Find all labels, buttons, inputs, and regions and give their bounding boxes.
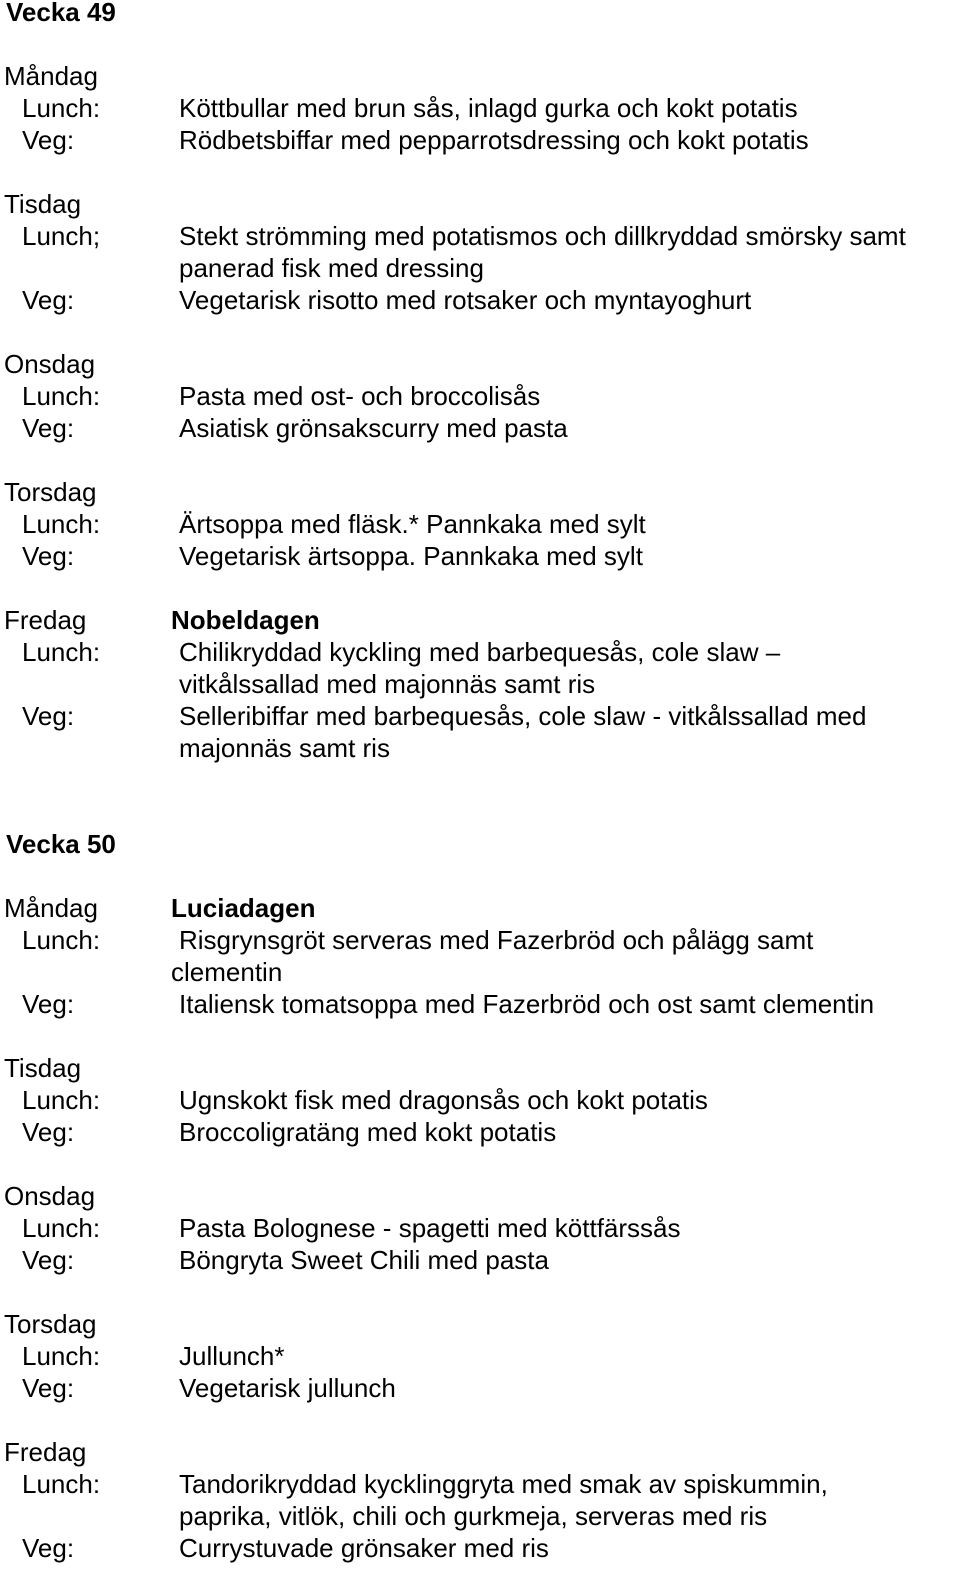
day-name: Tisdag	[4, 189, 82, 219]
meal-text: Böngryta Sweet Chili med pasta	[179, 1245, 549, 1275]
holiday-heading: Nobeldagen	[171, 605, 320, 635]
meal-text: Vegetarisk ärtsoppa. Pannkaka med sylt	[179, 541, 643, 571]
meal-text: Selleribiffar med barbequesås, cole slaw - vitkålssallad med	[179, 701, 867, 731]
meal-text: Asiatisk grönsakscurry med pasta	[179, 413, 568, 443]
meal-label: Veg:	[22, 989, 75, 1019]
meal-label: Veg:	[22, 541, 75, 571]
day-name: Onsdag	[4, 349, 96, 379]
meal-label: Veg:	[22, 1117, 75, 1147]
meal-text: Ärtsoppa med fläsk.* Pannkaka med sylt	[179, 509, 646, 539]
meal-text: Risgrynsgröt serveras med Fazerbröd och pålägg samt	[179, 925, 814, 955]
meal-label: Lunch:	[22, 1341, 101, 1371]
meal-text: vitkålssallad med majonnäs samt ris	[179, 669, 596, 699]
meal-label: Veg:	[22, 1533, 75, 1563]
meal-text: Jullunch*	[179, 1341, 285, 1371]
meal-text: majonnäs samt ris	[179, 733, 390, 763]
meal-label: Veg:	[22, 1373, 75, 1403]
day-name: Onsdag	[4, 1181, 96, 1211]
meal-text: Chilikryddad kyckling med barbequesås, cole slaw –	[179, 637, 781, 667]
day-name: Torsdag	[4, 477, 97, 507]
week-title: Vecka 50	[6, 829, 116, 859]
meal-label: Lunch:	[22, 1213, 101, 1243]
meal-label: Lunch:	[22, 509, 101, 539]
meal-label: Veg:	[22, 701, 75, 731]
meal-text: Vegetarisk jullunch	[179, 1373, 396, 1403]
holiday-heading: Luciadagen	[171, 893, 316, 923]
day-name: Torsdag	[4, 1309, 97, 1339]
day-name: Fredag	[4, 1437, 87, 1467]
meal-text: Ugnskokt fisk med dragonsås och kokt potatis	[179, 1085, 708, 1115]
day-name: Fredag	[4, 605, 87, 635]
meal-text: panerad fisk med dressing	[179, 253, 484, 283]
meal-label: Veg:	[22, 413, 75, 443]
meal-label: Lunch:	[22, 925, 101, 955]
meal-text: Stekt strömming med potatismos och dillkryddad smörsky samt	[179, 221, 906, 251]
meal-label: Lunch:	[22, 93, 101, 123]
meal-text: Tandorikryddad kycklinggryta med smak av spiskummin,	[179, 1469, 828, 1499]
meal-text: clementin	[171, 957, 283, 987]
meal-label: Veg:	[22, 285, 75, 315]
meal-label: Lunch:	[22, 381, 101, 411]
meal-text: Pasta Bolognese - spagetti med köttfärssås	[179, 1213, 681, 1243]
day-name: Måndag	[4, 893, 98, 923]
day-name: Måndag	[4, 61, 98, 91]
meal-label: Veg:	[22, 125, 75, 155]
meal-text: Currystuvade grönsaker med ris	[179, 1533, 549, 1563]
meal-label: Lunch;	[22, 221, 101, 251]
meal-text: Köttbullar med brun sås, inlagd gurka och kokt potatis	[179, 93, 798, 123]
meal-text: Broccoligratäng med kokt potatis	[179, 1117, 557, 1147]
meal-label: Lunch:	[22, 1085, 101, 1115]
meal-label: Veg:	[22, 1245, 75, 1275]
meal-text: Pasta med ost- och broccolisås	[179, 381, 541, 411]
meal-text: Vegetarisk risotto med rotsaker och myntayoghurt	[179, 285, 752, 315]
day-name: Tisdag	[4, 1053, 82, 1083]
meal-text: paprika, vitlök, chili och gurkmeja, serveras med ris	[179, 1501, 768, 1531]
meal-text: Rödbetsbiffar med pepparrotsdressing och kokt potatis	[179, 125, 809, 155]
meal-label: Lunch:	[22, 1469, 101, 1499]
meal-label: Lunch:	[22, 637, 101, 667]
week-title: Vecka 49	[6, 0, 116, 27]
meal-text: Italiensk tomatsoppa med Fazerbröd och ost samt clementin	[179, 989, 875, 1019]
